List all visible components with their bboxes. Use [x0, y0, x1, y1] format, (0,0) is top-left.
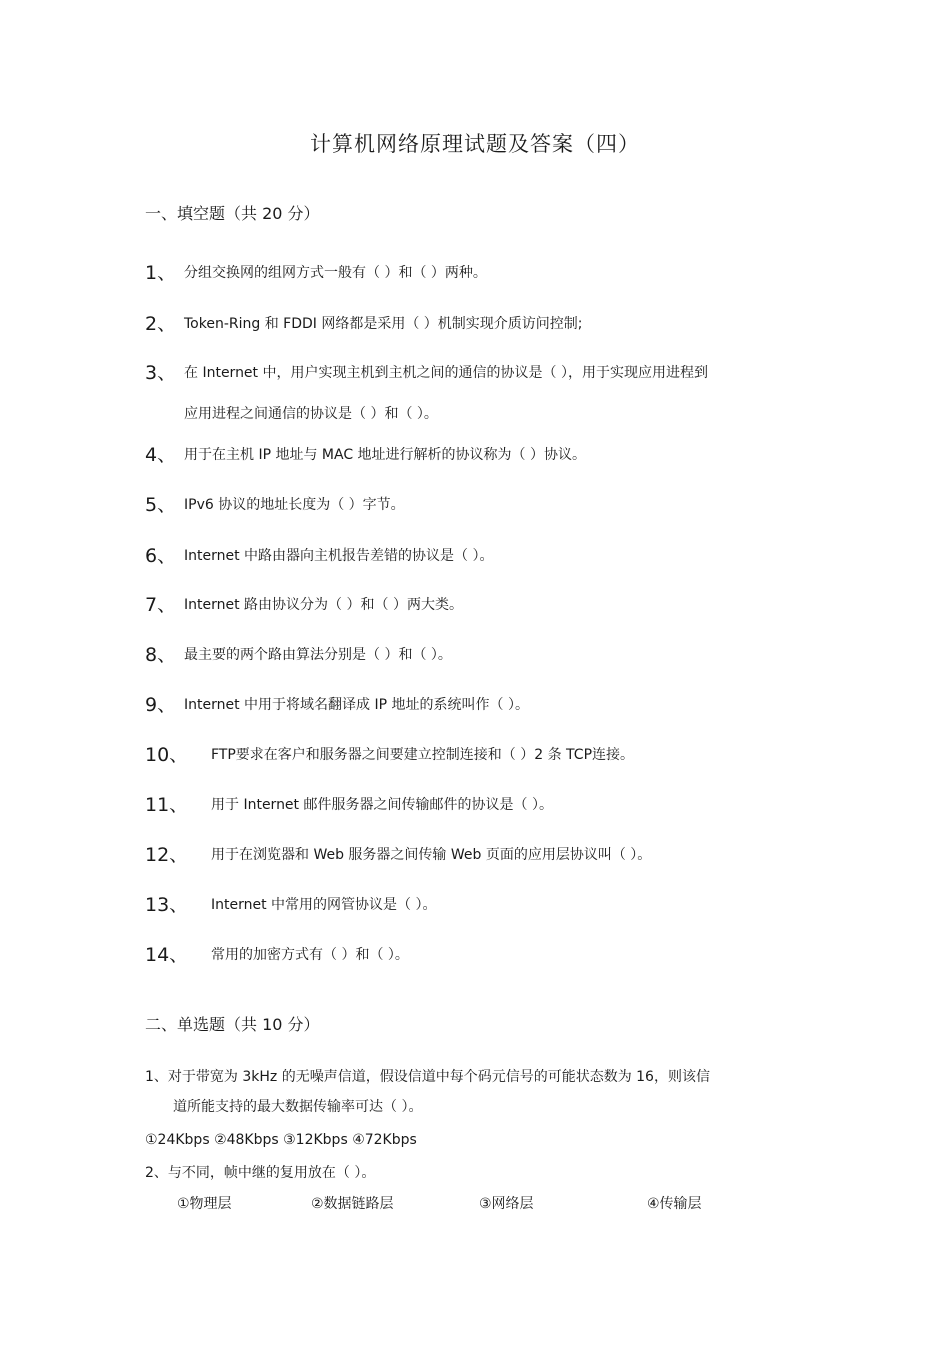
choice-option: ②数据链路层 — [311, 1196, 394, 1212]
section-heading-fill: 一、填空题（共 20 分） — [145, 204, 320, 223]
fill-question — [145, 694, 529, 716]
question-text: Internet 中用于将域名翻译成 IP 地址的系统叫作（ ）。 — [184, 697, 529, 713]
choice-option: ④传输层 — [647, 1196, 702, 1212]
question-text: IPv6 协议的地址长度为（ ）字节。 — [184, 497, 405, 513]
question-number: 10、 — [145, 744, 189, 766]
question-text: Internet 中常用的网管协议是（ ）。 — [211, 897, 437, 913]
question-text: 应用进程之间通信的协议是（ ）和（ ）。 — [184, 406, 438, 422]
question-text: 常用的加密方式有（ ）和（ ）。 — [211, 947, 409, 963]
question-text: 用于 Internet 邮件服务器之间传输邮件的协议是（ ）。 — [211, 797, 553, 813]
question-text: 用于在浏览器和 Web 服务器之间传输 Web 页面的应用层协议叫（ ）。 — [211, 847, 652, 863]
question-text: 在 Internet 中，用户实现主机到主机之间的通信的协议是（ ），用于实现应用进程到 — [184, 365, 708, 381]
question-text: Internet 路由协议分为（ ）和（ ）两大类。 — [184, 597, 463, 613]
choice-question-1-options: ①24Kbps ②48Kbps ③12Kbps ④72Kbps — [145, 1132, 417, 1148]
fill-question — [145, 444, 587, 466]
fill-question — [145, 494, 405, 516]
question-number: 12、 — [145, 844, 189, 866]
choice-option: ①物理层 — [177, 1196, 232, 1212]
fill-question — [145, 262, 487, 284]
fill-question — [145, 313, 583, 335]
question-number: 6、 — [145, 545, 177, 567]
fill-question — [145, 362, 708, 384]
question-number: 5、 — [145, 494, 177, 516]
question-text: 分组交换网的组网方式一般有（ ）和（ ）两种。 — [184, 265, 487, 281]
section-heading-single-choice: 二、单选题（共 10 分） — [145, 1015, 320, 1034]
fill-question — [145, 944, 409, 966]
fill-question — [145, 644, 452, 666]
question-text: Internet 中路由器向主机报告差错的协议是（ ）。 — [184, 548, 494, 564]
question-number: 1、 — [145, 262, 177, 284]
page-title: 计算机网络原理试题及答案（四） — [310, 132, 640, 156]
fill-question — [145, 794, 553, 816]
fill-question — [145, 844, 652, 866]
question-text: Token-Ring 和 FDDI 网络都是采用（ ）机制实现介质访问控制; — [184, 316, 583, 332]
fill-question — [145, 894, 437, 916]
choice-option: ③网络层 — [479, 1196, 534, 1212]
choice-question-1-line2: 道所能支持的最大数据传输率可达（ ）。 — [173, 1099, 423, 1115]
choice-question-2: 2、与不同，帧中继的复用放在（ ）。 — [145, 1165, 376, 1181]
question-text: 用于在主机 IP 地址与 MAC 地址进行解析的协议称为（ ）协议。 — [184, 447, 587, 463]
fill-question — [145, 744, 635, 766]
question-text: FTP要求在客户和服务器之间要建立控制连接和（ ）2 条 TCP连接。 — [211, 747, 635, 763]
question-number: 7、 — [145, 594, 177, 616]
question-number: 4、 — [145, 444, 177, 466]
choice-question-1-line1: 1、对于带宽为 3kHz 的无噪声信道，假设信道中每个码元信号的可能状态数为 16，则该信 — [145, 1069, 710, 1085]
question-number: 11、 — [145, 794, 189, 816]
question-number: 13、 — [145, 894, 189, 916]
question-number: 2、 — [145, 313, 177, 335]
fill-question — [145, 545, 494, 567]
question-text: 最主要的两个路由算法分别是（ ）和（ ）。 — [184, 647, 452, 663]
fill-question — [145, 594, 463, 616]
question-number: 3、 — [145, 362, 177, 384]
question-number: 8、 — [145, 644, 177, 666]
question-number: 9、 — [145, 694, 177, 716]
question-number: 14、 — [145, 944, 189, 966]
